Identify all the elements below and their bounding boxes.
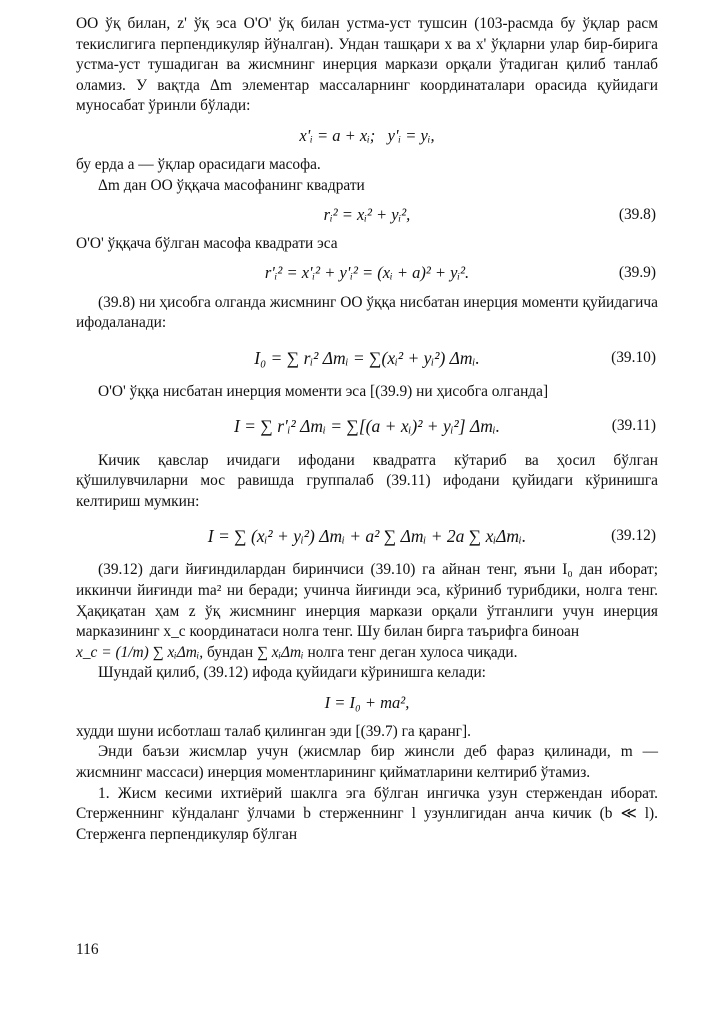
equation-39-10	[76, 342, 658, 374]
paragraph-4: O'O' ўққача бўлган масофа квадрати эса	[76, 235, 338, 253]
equation-number: (39.9)	[618, 264, 656, 282]
paragraph-5: (39.8) ни ҳисобга олганда жисмнинг OO ўққа нисбатан инерция моменти қуйидагича ифодаланади:	[76, 293, 658, 332]
equation-coordinates	[76, 123, 658, 149]
equation-39-8	[76, 202, 658, 228]
paragraph-3: Δm дан OO ўққача масофанинг квадрати	[98, 176, 365, 194]
paragraph-9: Шундай қилиб, (39.12) ифода қуйидаги кўринишга келади:	[98, 664, 486, 682]
paragraph-10: худди шуни исботлаш талаб қилинган эди [(39.7) га қаранг].	[76, 722, 471, 740]
equation-text: I = ∑ r'ᵢ² Δmᵢ = ∑[(a + xᵢ)² + yᵢ²] Δmᵢ.	[233, 416, 501, 437]
equation-number: (39.8)	[618, 205, 656, 223]
equation-text: x'ᵢ = a + xᵢ; y'ᵢ = yᵢ,	[299, 125, 435, 145]
equation-xc: x_c = (1/m) ∑ xᵢΔmᵢ,	[76, 643, 204, 661]
equation-steiner	[76, 690, 658, 716]
paragraph-2: бу ерда a — ўқлар орасидаги масофа.	[76, 155, 321, 173]
paragraph-6: O'O' ўққа нисбатан инерция моменти эса [(39.9) ни ҳисобга олганда]	[98, 382, 549, 400]
equation-text: I = I₀ + ma²,	[324, 692, 410, 712]
text-fragment: нолга тенг деган хулоса чиқади.	[307, 643, 518, 661]
paragraph-1: OO ўқ билан, z' ўқ эса O'O' ўқ билан устма-уст тушсин (103-расмда бу ўқлар расм текислигига перпендикуляр йўналган). Ундан ташқари x ва x' ўқларни улар бир-бирига устма-уст тушадиган ва жисмнинг инерция маркази орқали ўтадиган қилиб танлаб оламиз. У вақтда Δm элементар массаларнинг координаталари орасида қуйидаги муносабат ўринли бўлади:	[76, 15, 658, 115]
page-number: 116	[76, 941, 99, 958]
equation-39-12	[76, 520, 658, 552]
text-fragment: бундан	[207, 643, 254, 661]
equation-sum: ∑ xᵢΔmᵢ	[256, 643, 304, 661]
paragraph-8-continued	[76, 643, 658, 664]
equation-number: (39.11)	[611, 417, 656, 435]
equation-39-9	[76, 261, 658, 287]
paragraph-11: Энди баъзи жисмлар учун (жисмлар бир жинсли деб фараз қилинади, m — жисмнинг массаси) инерция моментларининг қийматларини келтириб ўтамиз.	[76, 743, 658, 782]
paragraph-8: (39.12) даги йиғиндилардан биринчиси (39.10) га айнан тенг, яъни I₀ дан иборат; иккинчи йиғинди ma² ни беради; учинча йиғинди эса, кўриниб турибдики, нолга тенг. Ҳақиқатан ҳам z ўқ жисмнинг инерция маркази орқали ўтганлиги учун инерция марказининг x_c координатаси нолга тенг. Шу билан бирга таърифга биноан	[76, 561, 658, 641]
paragraph-7: Кичик қавслар ичидаги ифодани квадратга кўтариб ва ҳосил бўлган қўшилувчиларни мос равишда группалаб (39.11) ифодани қуйидаги кўринишга келтириш мумкин:	[76, 451, 658, 510]
equation-number: (39.10)	[611, 348, 656, 366]
equation-39-11	[76, 411, 658, 443]
equation-text: r'ᵢ² = x'ᵢ² + y'ᵢ² = (xᵢ + a)² + yᵢ².	[264, 263, 470, 283]
equation-text: I₀ = ∑ rᵢ² Δmᵢ = ∑(xᵢ² + yᵢ²) Δmᵢ.	[254, 347, 480, 368]
equation-text: rᵢ² = xᵢ² + yᵢ²,	[323, 204, 411, 224]
equation-number: (39.12)	[611, 527, 656, 545]
equation-text: I = ∑ (xᵢ² + yᵢ²) Δmᵢ + a² ∑ Δmᵢ + 2a ∑ xᵢΔmᵢ.	[207, 526, 527, 547]
paragraph-12: 1. Жисм кесими ихтиёрий шаклга эга бўлган ингичка узун стержендан иборат. Стерженнинг кўндаланг ўлчами b стерженнинг l узунлигидан анча кичик (b ≪ l). Стерженга перпендикуляр бўлган	[76, 784, 658, 843]
